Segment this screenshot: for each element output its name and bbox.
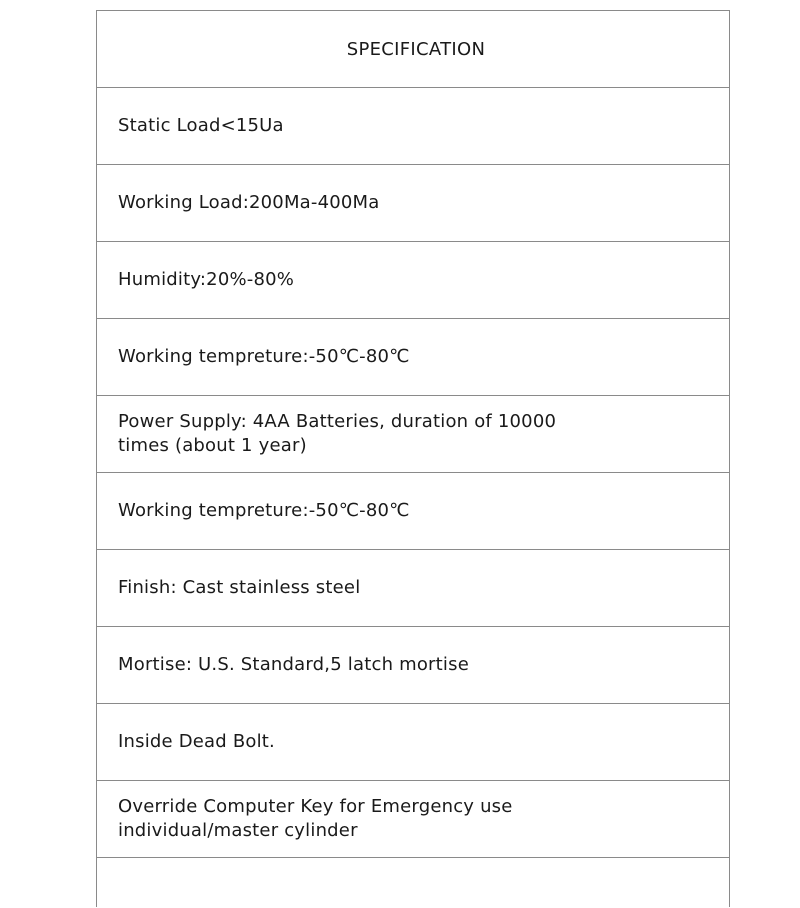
table-row [97, 165, 729, 242]
specification-table [96, 10, 730, 907]
spec-working-load: Working Load:200Ma-400Ma [118, 192, 380, 213]
spec-working-temperature: Working tempreture:-50℃-80℃ [118, 346, 410, 367]
spec-override-key: Override Computer Key for Emergency use individual/master cylinder [118, 796, 513, 841]
table-row [97, 242, 729, 319]
table-row [97, 704, 729, 781]
spec-working-temperature-2: Working tempreture:-50℃-80℃ [118, 500, 410, 521]
table-row [97, 473, 729, 550]
spec-static-load: Static Load<15Ua [118, 115, 284, 136]
table-row-empty [97, 858, 729, 908]
table-row [97, 550, 729, 627]
spec-humidity: Humidity:20%-80% [118, 269, 295, 290]
table-row [97, 319, 729, 396]
table-row [97, 627, 729, 704]
table-row [97, 396, 729, 473]
table-row [97, 781, 729, 858]
spec-finish: Finish: Cast stainless steel [118, 577, 361, 598]
table-row [97, 88, 729, 165]
table-header [97, 11, 729, 88]
table-title: SPECIFICATION [346, 38, 486, 60]
spec-mortise: Mortise: U.S. Standard,5 latch mortise [118, 654, 469, 675]
spec-dead-bolt: Inside Dead Bolt. [118, 731, 275, 752]
spec-power-supply: Power Supply: 4AA Batteries, duration of 10000 times (about 1 year) [118, 411, 557, 456]
